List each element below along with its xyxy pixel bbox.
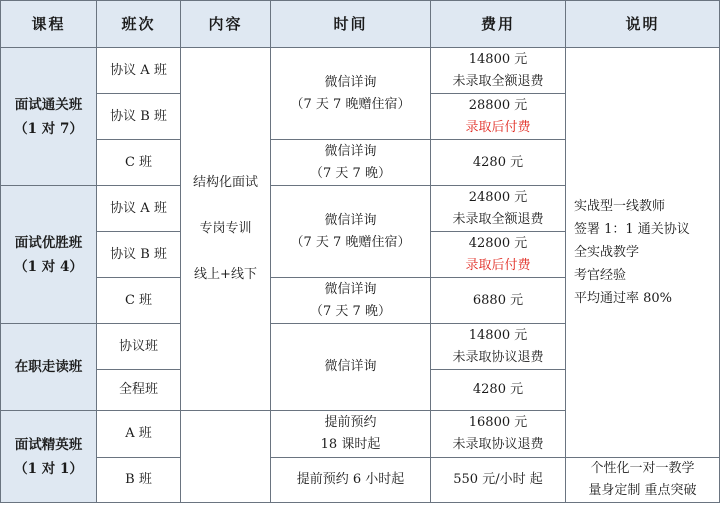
time-cell xyxy=(271,324,431,411)
time-cell xyxy=(271,411,431,458)
content-line: 结构化面试 xyxy=(192,175,258,190)
header-class: 班次 xyxy=(97,1,181,48)
content-cell xyxy=(181,48,271,411)
time-line: 微信详询 xyxy=(324,143,377,159)
notes-line: 签署 1：1 通关协议 xyxy=(574,222,690,237)
notes-line: 实战型一线教师 xyxy=(574,199,666,214)
fee-cell xyxy=(431,411,566,458)
course-cell xyxy=(1,186,97,324)
header-fee: 费用 xyxy=(431,1,566,48)
table-row xyxy=(1,458,720,503)
fee-cell xyxy=(431,94,566,140)
notes-line: 考官经验 xyxy=(574,268,627,283)
course-cell xyxy=(1,411,97,503)
header-time: 时间 xyxy=(271,1,431,48)
course-ratio: （1 对 7） xyxy=(14,120,83,137)
fee-line: 未录取全额退费 xyxy=(452,73,544,89)
time-cell xyxy=(271,186,431,278)
fee-cell: 4280 元 xyxy=(431,140,566,186)
fee-line: 未录取协议退费 xyxy=(452,349,544,365)
notes-line: 全实战教学 xyxy=(574,245,640,260)
content-line: 专岗专训 xyxy=(199,221,252,236)
class-cell: C 班 xyxy=(97,140,181,186)
course-cell xyxy=(1,324,97,411)
class-cell: A 班 xyxy=(97,411,181,458)
class-cell: 协议班 xyxy=(97,324,181,370)
time-cell xyxy=(271,140,431,186)
fee-highlight: 录取后付费 xyxy=(465,119,531,135)
notes-line: 量身定制 重点突破 xyxy=(588,483,697,498)
fee-cell xyxy=(431,48,566,94)
notes-cell-last xyxy=(566,458,720,503)
content-line: 线上+线下 xyxy=(194,267,257,282)
course-name: 面试优胜班 xyxy=(14,234,83,251)
time-line: 微信详询 xyxy=(324,212,377,228)
fee-cell xyxy=(431,232,566,278)
content-cell-empty xyxy=(181,411,271,503)
time-line: （7 天 7 晚赠住宿） xyxy=(290,234,411,250)
fee-highlight: 录取后付费 xyxy=(465,257,531,273)
course-cell xyxy=(1,48,97,186)
header-content: 内容 xyxy=(181,1,271,48)
class-cell: 全程班 xyxy=(97,370,181,411)
fee-cell: 4280 元 xyxy=(431,370,566,411)
time-line: 微信详询 xyxy=(324,74,377,90)
fee-line: 28800 元 xyxy=(468,97,528,113)
class-cell: 协议 A 班 xyxy=(97,48,181,94)
header-course: 课程 xyxy=(1,1,97,48)
fee-line: 未录取协议退费 xyxy=(452,437,544,452)
fee-line: 16800 元 xyxy=(468,415,528,430)
course-name: 在职走读班 xyxy=(14,359,83,375)
course-name: 面试通关班 xyxy=(14,96,83,113)
time-line: 提前预约 xyxy=(324,415,377,430)
time-line: 微信详询 xyxy=(324,281,377,297)
time-line: 18 课时起 xyxy=(320,437,381,452)
header-row xyxy=(1,1,720,48)
fee-line: 14800 元 xyxy=(468,327,528,343)
course-ratio: （1 对 1） xyxy=(14,460,83,477)
fee-cell: 550 元/小时 起 xyxy=(431,458,566,503)
time-cell xyxy=(271,278,431,324)
time-cell xyxy=(271,48,431,140)
class-cell: C 班 xyxy=(97,278,181,324)
time-line: 微信详询 xyxy=(324,359,377,374)
fee-cell xyxy=(431,324,566,370)
course-ratio: （1 对 4） xyxy=(14,258,83,275)
fee-line: 未录取全额退费 xyxy=(452,211,544,227)
time-line: （7 天 7 晚赠住宿） xyxy=(290,96,411,112)
time-cell: 提前预约 6 小时起 xyxy=(271,458,431,503)
class-cell: B 班 xyxy=(97,458,181,503)
class-cell: 协议 B 班 xyxy=(97,232,181,278)
class-cell: 协议 B 班 xyxy=(97,94,181,140)
header-notes: 说明 xyxy=(566,1,720,48)
course-name: 面试精英班 xyxy=(14,436,83,453)
time-line: （7 天 7 晚） xyxy=(310,165,391,181)
notes-line: 个性化一对一教学 xyxy=(590,461,695,476)
fee-cell xyxy=(431,186,566,232)
fee-line: 14800 元 xyxy=(468,51,528,67)
class-cell: 协议 A 班 xyxy=(97,186,181,232)
time-line: （7 天 7 晚） xyxy=(310,303,391,319)
fee-line: 42800 元 xyxy=(468,235,528,251)
table-row xyxy=(1,48,720,94)
fee-line: 24800 元 xyxy=(468,189,528,205)
notes-line: 平均通过率 80% xyxy=(574,291,673,306)
notes-cell xyxy=(566,48,720,458)
fee-cell: 6880 元 xyxy=(431,278,566,324)
